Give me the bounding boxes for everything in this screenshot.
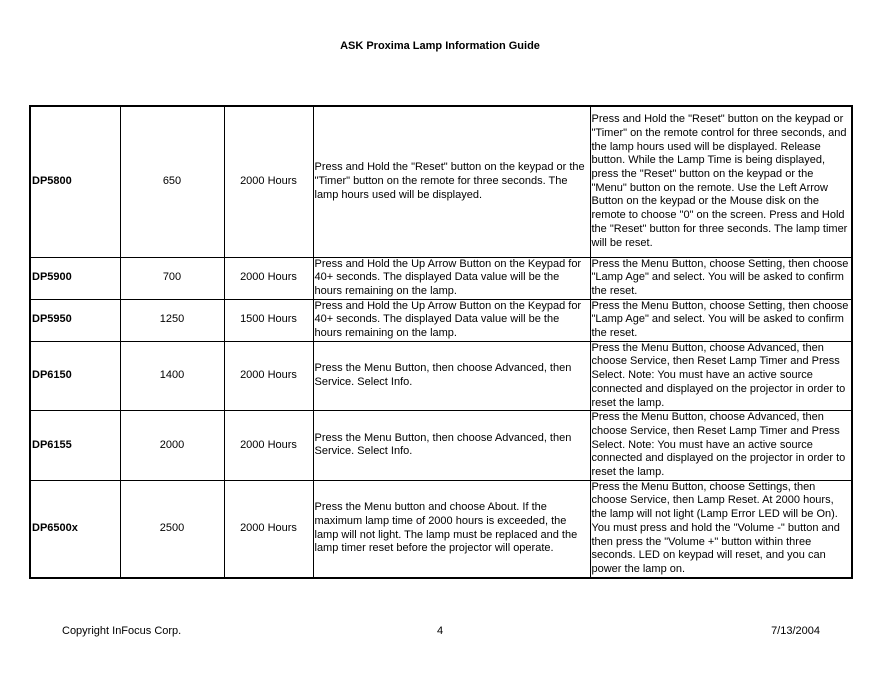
model-cell: DP6500x (30, 480, 120, 577)
display-instructions-cell: Press and Hold the Up Arrow Button on the Keypad for 40+ seconds. The displayed Data value will be the hours remaining on the lamp. (313, 299, 590, 341)
value-cell: 700 (120, 257, 224, 299)
value-cell: 1400 (120, 341, 224, 411)
model-cell: DP6155 (30, 411, 120, 481)
reset-instructions-cell: Press the Menu Button, choose Settings, then choose Service, then Lamp Reset. At 2000 hours, the lamp will not light (Lamp Error LED will be On). You must press and hold the "Volume -" button and then press the "Volume +" button within three seconds. LED on keypad will reset, and you can power the lamp on. (590, 480, 852, 577)
page-title: ASK Proxima Lamp Information Guide (340, 40, 540, 52)
table-row (30, 480, 852, 577)
display-instructions-cell: Press the Menu Button, then choose Advanced, then Service. Select Info. (313, 411, 590, 481)
model-cell: DP6150 (30, 341, 120, 411)
footer-copyright: Copyright InFocus Corp. (62, 625, 182, 637)
model-cell: DP5950 (30, 299, 120, 341)
lamp-life-cell: 2000 Hours (224, 411, 313, 481)
display-instructions-cell: Press and Hold the Up Arrow Button on the Keypad for 40+ seconds. The displayed Data value will be the hours remaining on the lamp. (313, 257, 590, 299)
value-cell: 2500 (120, 480, 224, 577)
table-row (30, 257, 852, 299)
value-cell: 1250 (120, 299, 224, 341)
table-row (30, 411, 852, 481)
lamp-life-cell: 1500 Hours (224, 299, 313, 341)
model-cell: DP5900 (30, 257, 120, 299)
table-row (30, 299, 852, 341)
value-cell: 2000 (120, 411, 224, 481)
display-instructions-cell: Press the Menu Button, then choose Advanced, then Service. Select Info. (313, 341, 590, 411)
lamp-info-table (29, 105, 853, 579)
display-instructions-cell: Press the Menu button and choose About. If the maximum lamp time of 2000 hours is exceeded, the lamp will not light. The lamp must be replaced and the lamp timer reset before the projector will operate. (313, 480, 590, 577)
table-row (30, 341, 852, 411)
value-cell: 650 (120, 106, 224, 257)
footer-page-number: 4 (436, 625, 444, 637)
lamp-life-cell: 2000 Hours (224, 106, 313, 257)
lamp-life-cell: 2000 Hours (224, 257, 313, 299)
reset-instructions-cell: Press the Menu Button, choose Setting, then choose "Lamp Age" and select. You will be asked to confirm the reset. (590, 257, 852, 299)
reset-instructions-cell: Press the Menu Button, choose Advanced, then choose Service, then Reset Lamp Timer and Press Select. Note: You must have an active source connected and displayed on the projector in order to reset the lamp. (590, 341, 852, 411)
table-row (30, 106, 852, 257)
lamp-life-cell: 2000 Hours (224, 480, 313, 577)
display-instructions-cell: Press and Hold the "Reset" button on the keypad or the "Timer" button on the remote for three seconds. The lamp hours used will be displayed. (313, 106, 590, 257)
footer-date: 7/13/2004 (771, 625, 820, 637)
lamp-life-cell: 2000 Hours (224, 341, 313, 411)
reset-instructions-cell: Press the Menu Button, choose Advanced, then choose Service, then Reset Lamp Timer and Press Select. Note: You must have an active source connected and displayed on the projector in order to reset the lamp. (590, 411, 852, 481)
model-cell: DP5800 (30, 106, 120, 257)
reset-instructions-cell: Press the Menu Button, choose Setting, then choose "Lamp Age" and select. You will be asked to confirm the reset. (590, 299, 852, 341)
reset-instructions-cell: Press and Hold the "Reset" button on the keypad or "Timer" on the remote control for three seconds, and the lamp hours used will be displayed. Release button. While the Lamp Time is being displayed, press the "Reset" button on the keypad or the "Menu" button on the remote. Use the Left Arrow Button on the keypad or the Mouse disk on the remote to choose "0" on the screen. Press and Hold the "Reset" button for three seconds. The lamp timer will be reset. (590, 106, 852, 257)
